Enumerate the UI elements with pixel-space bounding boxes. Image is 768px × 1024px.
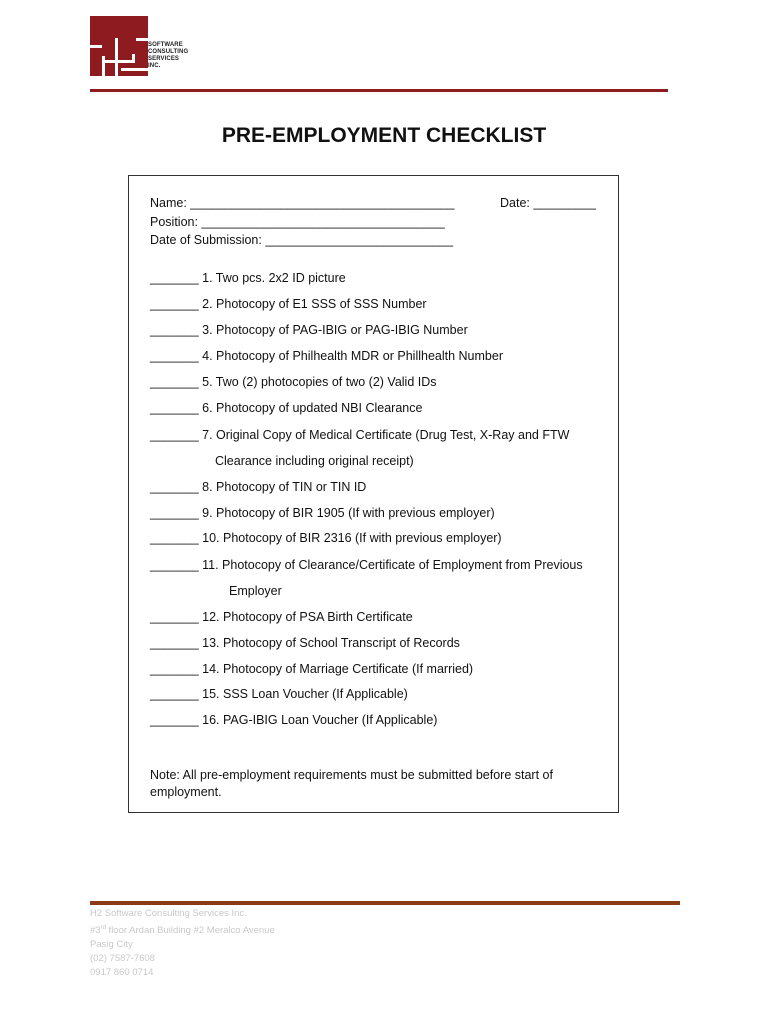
checklist-item: _______ 3. Photocopy of PAG-IBIG or PAG-IBIG Number bbox=[150, 323, 468, 337]
footer-street: #3rd floor Ardan Building #2 Meralco Avenue bbox=[90, 925, 275, 937]
checklist-item: _______ 4. Photocopy of Philhealth MDR or Phillhealth Number bbox=[150, 349, 503, 363]
submission-date-field[interactable]: Date of Submission: ___________________________ bbox=[150, 233, 454, 247]
checklist-item: _______ 13. Photocopy of School Transcript of Records bbox=[150, 636, 460, 650]
checklist-item-continuation: Employer bbox=[229, 584, 282, 598]
h2-logo-mark bbox=[90, 16, 148, 76]
checklist-item: _______ 14. Photocopy of Marriage Certificate (If married) bbox=[150, 662, 474, 676]
checklist-item: _______ 5. Two (2) photocopies of two (2) Valid IDs bbox=[150, 375, 437, 389]
name-field[interactable]: Name: ______________________________________ bbox=[150, 196, 455, 210]
checklist-item: _______ 10. Photocopy of BIR 2316 (If with previous employer) bbox=[150, 531, 502, 545]
checklist-item: _______ 16. PAG-IBIG Loan Voucher (If Applicable) bbox=[150, 713, 438, 727]
checklist-item: _______ 7. Original Copy of Medical Certificate (Drug Test, X-Ray and FTW bbox=[150, 428, 570, 442]
footer-phone: (02) 7587-7608 bbox=[90, 953, 155, 965]
date-field[interactable]: Date: _________ bbox=[500, 196, 596, 210]
header-divider bbox=[90, 89, 668, 92]
footer-divider bbox=[90, 901, 680, 905]
submission-note: Note: All pre-employment requirements must be submitted before start of employment. bbox=[150, 768, 553, 799]
logo-text bbox=[148, 42, 188, 70]
logo-line: CONSULTING bbox=[148, 49, 189, 55]
checklist-item: _______ 1. Two pcs. 2x2 ID picture bbox=[150, 271, 346, 285]
checklist-item: _______ 11. Photocopy of Clearance/Certificate of Employment from Previous bbox=[150, 558, 583, 572]
checklist-item: _______ 12. Photocopy of PSA Birth Certificate bbox=[150, 610, 413, 624]
checklist-item: _______ 2. Photocopy of E1 SSS of SSS Number bbox=[150, 297, 427, 311]
checklist-item: _______ 6. Photocopy of updated NBI Clearance bbox=[150, 401, 423, 415]
logo-line: SERVICES bbox=[148, 56, 180, 62]
footer-city: Pasig City bbox=[90, 939, 133, 951]
position-field[interactable]: Position: ___________________________________ bbox=[150, 215, 445, 229]
page-title: PRE-EMPLOYMENT CHECKLIST bbox=[221, 124, 547, 147]
checklist-item-continuation: Clearance including original receipt) bbox=[215, 454, 414, 468]
logo-line: SOFTWARE bbox=[148, 42, 183, 48]
logo-line: INC. bbox=[148, 63, 161, 69]
checklist-item: _______ 8. Photocopy of TIN or TIN ID bbox=[150, 480, 367, 494]
footer-address bbox=[90, 907, 275, 980]
footer-mobile: 0917 860 0714 bbox=[90, 967, 154, 979]
company-logo bbox=[90, 16, 190, 78]
footer-company: H2 Software Consulting Services Inc. bbox=[90, 908, 247, 919]
checklist-item: _______ 9. Photocopy of BIR 1905 (If with previous employer) bbox=[150, 506, 495, 520]
checklist-item: _______ 15. SSS Loan Voucher (If Applicable) bbox=[150, 687, 408, 701]
